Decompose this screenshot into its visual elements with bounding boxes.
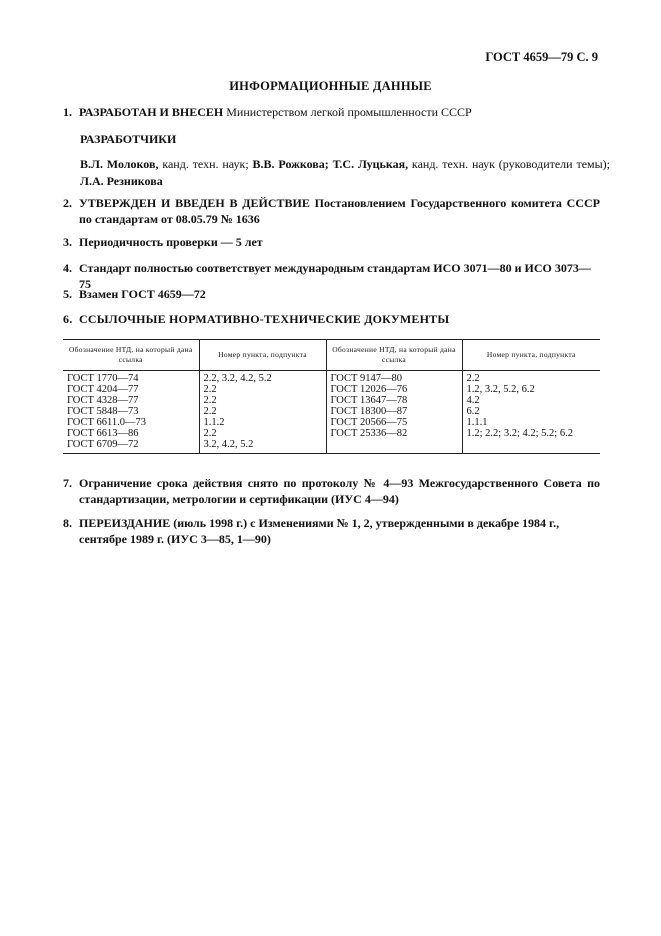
doc-designation: ГОСТ 18300—87 xyxy=(330,406,408,417)
section-number: 5. xyxy=(63,287,72,301)
doc-designation: ГОСТ 4204—77 xyxy=(67,384,139,395)
table-row xyxy=(63,371,600,454)
section-3 xyxy=(63,234,600,250)
section-number: 7. xyxy=(63,476,72,490)
clause-number: 2.2 xyxy=(203,384,217,395)
developer-name: В.Л. Молоков, xyxy=(80,157,159,171)
section-text: Постановлением Государственного комитета СССР по стандартам от 08.05.79 № 1636 xyxy=(79,196,600,226)
developer-degree: канд. техн. наук (руководители темы); xyxy=(408,157,611,171)
developer-name: Л.А. Резникова xyxy=(80,174,163,188)
clause-number: 2.2 xyxy=(203,395,217,406)
section-lead: Взамен xyxy=(79,287,119,301)
doc-designation: ГОСТ 6709—72 xyxy=(67,439,139,450)
doc-designation: ГОСТ 6611.0—73 xyxy=(67,417,147,428)
column-header: Обозначение НТД, на который дана ссылка xyxy=(63,340,199,371)
clause-number: 3.2, 4.2, 5.2 xyxy=(203,439,254,450)
clause-number: 2.2 xyxy=(203,428,217,439)
section-number: 3. xyxy=(63,235,72,249)
clause-number: 2.2, 3.2, 4.2, 5.2 xyxy=(203,373,272,384)
section-8 xyxy=(63,515,600,547)
section-text: Ограничение срока действия снято по протоколу № 4—93 Межгосударственного Совета по стандартизации, метрологии и сертификации (ИУС 4—94) xyxy=(79,476,600,506)
page-header-doc-ref: ГОСТ 4659—79 С. 9 xyxy=(485,50,598,64)
section-1 xyxy=(63,104,600,120)
section-number: 1. xyxy=(63,105,72,119)
section-text: (июль 1998 г.) с Изменениями № 1, 2, утвержденными в декабре 1984 г., сентябре 1989 г. (ИУС 3—85, 1—90) xyxy=(79,516,560,546)
clause-number: 4.2 xyxy=(466,395,480,406)
doc-designation: ГОСТ 25336—82 xyxy=(330,428,408,439)
doc-designation: ГОСТ 9147—80 xyxy=(330,373,403,384)
clause-number: 1.2, 3.2, 5.2, 6.2 xyxy=(466,384,535,395)
section-2 xyxy=(63,195,600,227)
doc-designation: ГОСТ 4328—77 xyxy=(67,395,139,406)
clause-number: 1.2; 2.2; 3.2; 4.2; 5.2; 6.2 xyxy=(466,428,573,439)
table-header-row xyxy=(63,340,600,371)
section-text: Периодичность проверки — 5 лет xyxy=(79,235,263,249)
left-clause-column xyxy=(199,371,326,454)
column-header: Обозначение НТД, на который дана ссылка xyxy=(326,340,462,371)
section-7 xyxy=(63,475,600,507)
section-text: ССЫЛОЧНЫЕ НОРМАТИВНО-ТЕХНИЧЕСКИЕ ДОКУМЕНТЫ xyxy=(79,312,450,326)
section-number: 2. xyxy=(63,196,72,210)
section-lead: УТВЕРЖДЕН И ВВЕДЕН В ДЕЙСТВИЕ xyxy=(79,196,310,210)
section-number: 6. xyxy=(63,312,73,326)
developer-degree: канд. техн. наук; xyxy=(158,157,253,171)
section-lead: РАЗРАБОТАН И ВНЕСЕН xyxy=(79,105,224,119)
section-text: ГОСТ 4659—72 xyxy=(118,287,206,301)
doc-designation: ГОСТ 5848—73 xyxy=(67,406,139,417)
doc-designation: ГОСТ 1770—74 xyxy=(67,373,139,384)
clause-number: 6.2 xyxy=(466,406,480,417)
clause-number: 1.1.2 xyxy=(203,417,225,428)
section-text: Министерством легкой промышленности СССР xyxy=(223,105,472,119)
section-5 xyxy=(63,286,600,302)
section-number: 4. xyxy=(63,261,72,275)
page-title: ИНФОРМАЦИОННЫЕ ДАННЫЕ xyxy=(229,79,432,93)
developer-name: В.В. Рожкова; Т.С. Луцькая, xyxy=(252,157,409,171)
clause-number: 2.2 xyxy=(466,373,480,384)
doc-designation: ГОСТ 6613—86 xyxy=(67,428,139,439)
clause-number: 1.1.1 xyxy=(466,417,488,428)
left-doc-column xyxy=(63,371,199,454)
clause-number: 2.2 xyxy=(203,406,217,417)
doc-designation: ГОСТ 12026—76 xyxy=(330,384,408,395)
column-header: Номер пункта, подпункта xyxy=(462,340,600,371)
section-number: 8. xyxy=(63,516,72,530)
column-header: Номер пункта, подпункта xyxy=(199,340,326,371)
right-clause-column xyxy=(462,371,600,454)
developers-list xyxy=(80,156,610,190)
section-lead: ПЕРЕИЗДАНИЕ xyxy=(79,516,171,530)
doc-designation: ГОСТ 20566—75 xyxy=(330,417,408,428)
section-text: Стандарт полностью соответствует международным стандартам ИСО 3071—80 и ИСО 3073—75 xyxy=(79,261,591,291)
developers-heading: РАЗРАБОТЧИКИ xyxy=(80,132,177,146)
doc-designation: ГОСТ 13647—78 xyxy=(330,395,408,406)
section-6 xyxy=(63,311,600,327)
reference-documents-table xyxy=(63,339,600,454)
right-doc-column xyxy=(326,371,462,454)
